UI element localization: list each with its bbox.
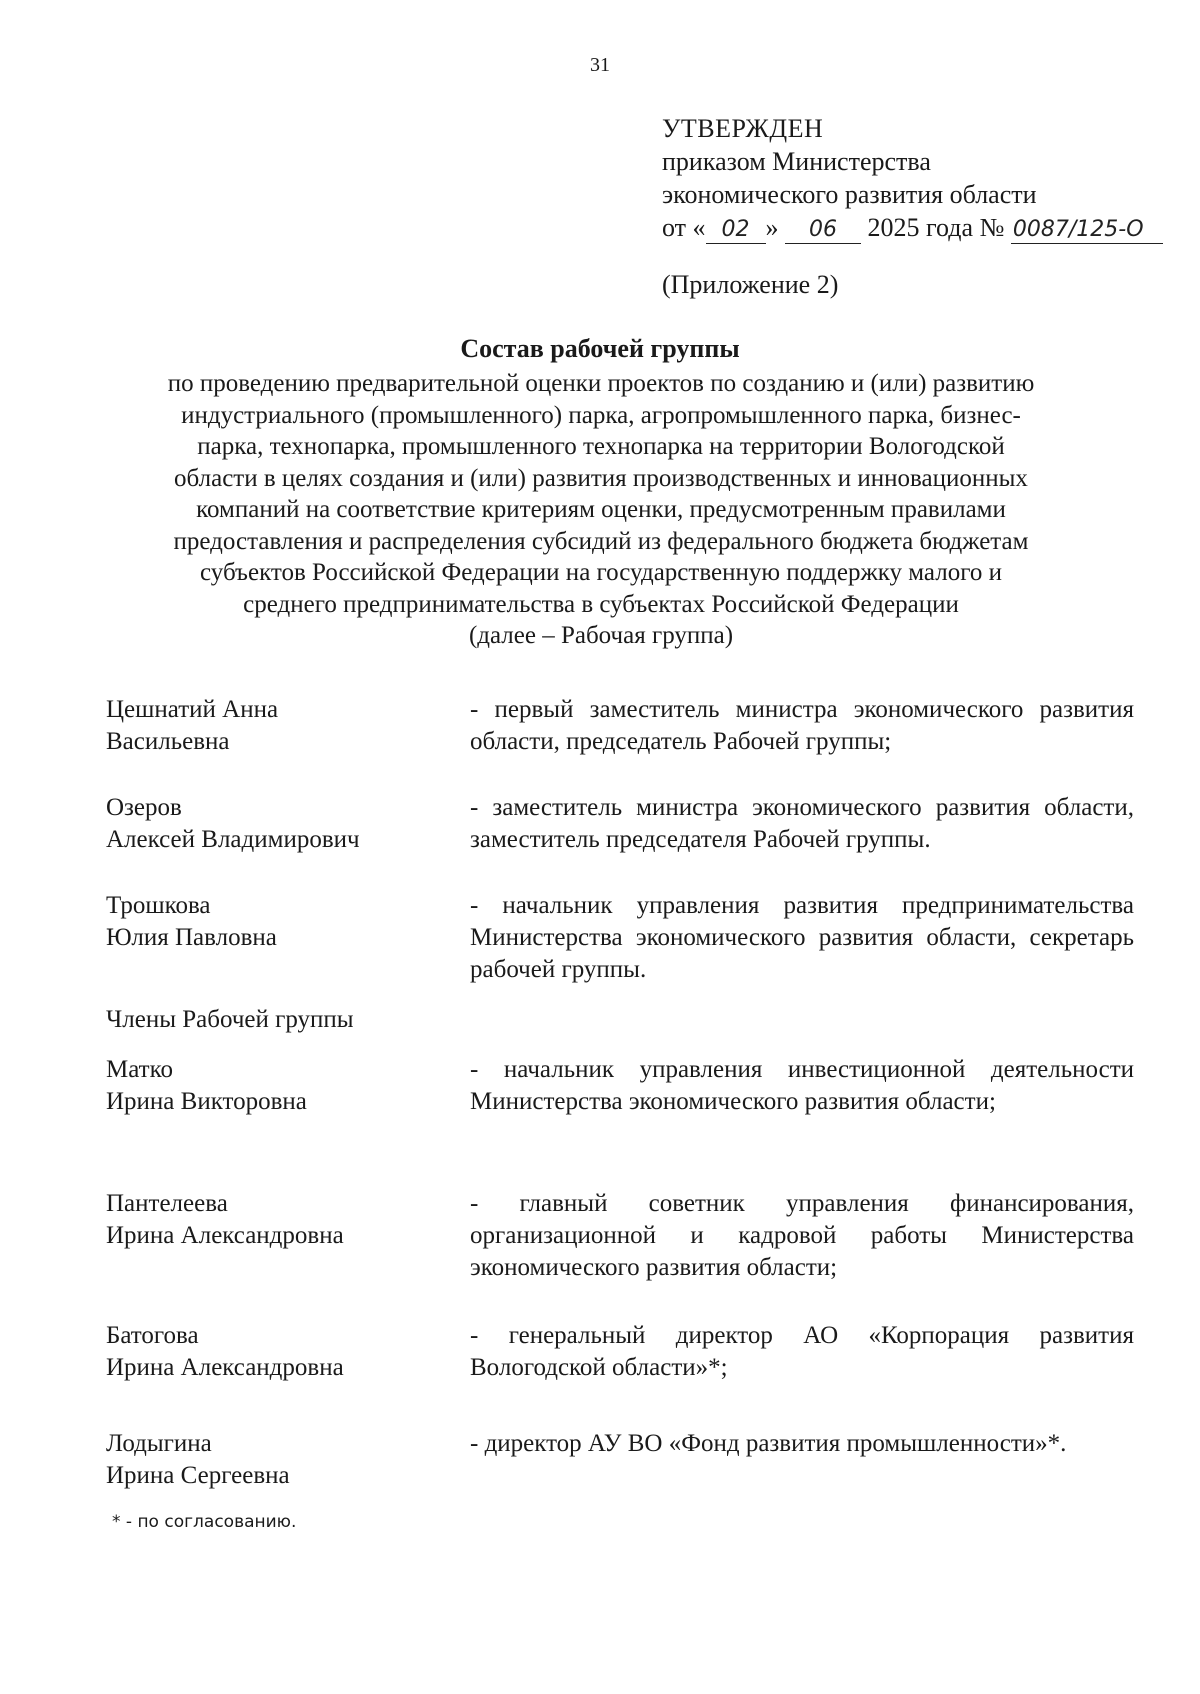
subtitle-line: предоставления и распределения субсидий из федерального бюджета бюджетам (173, 527, 1029, 555)
subtitle-line: среднего предпринимательства в субъектах Российской Федерации (243, 590, 959, 618)
document-title: Состав рабочей группы (460, 334, 740, 363)
member-name (106, 694, 446, 758)
member-name (106, 1054, 446, 1118)
footnote: * - по согласованию. (112, 1512, 297, 1532)
member-role: - начальник управления инвестиционной деятельности Министерства экономического развития области; (470, 1056, 1134, 1115)
member-name (106, 792, 446, 856)
member-surname: Трошкова (106, 892, 211, 919)
member-given-names: Ирина Викторовна (106, 1088, 307, 1115)
member-surname: Цешнатий Анна (106, 696, 279, 723)
document-subtitle (120, 368, 1082, 652)
subtitle-line: по проведению предварительной оценки проектов по созданию и (или) развитию (167, 370, 1035, 397)
member-role: - первый заместитель министра экономического развития области, председатель Рабочей группы; (470, 696, 1134, 755)
member-given-names: Ирина Александровна (106, 1222, 344, 1249)
member-role: - главный советник управления финансирования, организационной и кадровой работы Министерства экономического развития области; (470, 1190, 1134, 1281)
member-name (106, 890, 446, 954)
date-prefix: от « (662, 213, 706, 242)
subtitle-line: индустриального (промышленного) парка, агропромышленного парка, бизнес- (181, 401, 1021, 429)
date-suffix: 2025 года № (867, 213, 1005, 242)
approval-line-1: приказом Министерства (662, 147, 931, 176)
member-given-names: Васильевна (106, 728, 230, 755)
member-name (106, 1188, 446, 1252)
subtitle-line: (далее – Рабочая группа) (468, 622, 734, 649)
member-role: - заместитель министра экономического развития области, заместитель председателя Рабочей группы. (470, 794, 1134, 853)
subtitle-line: области в целях создания и (или) развития производственных и инновационных (174, 464, 1028, 492)
approved-label: УТВЕРЖДЕН (662, 114, 824, 143)
member-role: - начальник управления развития предпринимательства Министерства экономического развития области, секретарь рабочей группы. (470, 892, 1134, 983)
member-surname: Пантелеева (106, 1190, 228, 1217)
member-given-names: Юлия Павловна (106, 924, 277, 951)
subtitle-line: парка, технопарка, промышленного технопарка на территории Вологодской (197, 433, 1005, 460)
page-number: 31 (590, 54, 610, 76)
approval-line-2: экономического развития области (662, 180, 1037, 209)
member-given-names: Ирина Александровна (106, 1354, 344, 1381)
members-heading: Члены Рабочей группы (106, 1006, 354, 1033)
subtitle-line: компаний на соответствие критериям оценки, предусмотренным правилами (196, 496, 1006, 523)
approval-stamp (662, 112, 1163, 244)
appendix-label: (Приложение 2) (662, 270, 839, 299)
member-surname: Матко (106, 1056, 173, 1083)
member-name (106, 1428, 446, 1492)
subtitle-line: субъектов Российской Федерации на государственную поддержку малого и (200, 559, 1002, 586)
date-mid: » (765, 213, 779, 242)
member-given-names: Алексей Владимирович (106, 826, 360, 853)
member-role: - директор АУ ВО «Фонд развития промышленности»*. (470, 1430, 1067, 1457)
member-surname: Лодыгина (106, 1430, 212, 1457)
approval-date-line (662, 211, 1163, 244)
member-surname: Батогова (106, 1322, 199, 1349)
member-name (106, 1320, 446, 1384)
date-day-handwritten: 02 (706, 217, 766, 244)
member-role: - генеральный директор АО «Корпорация развития Вологодской области»*; (470, 1322, 1134, 1381)
member-surname: Озеров (106, 794, 182, 821)
order-number-handwritten: 0087/125-О (1011, 217, 1163, 244)
member-given-names: Ирина Сергеевна (106, 1462, 290, 1489)
date-month-handwritten: 06 (785, 217, 861, 244)
